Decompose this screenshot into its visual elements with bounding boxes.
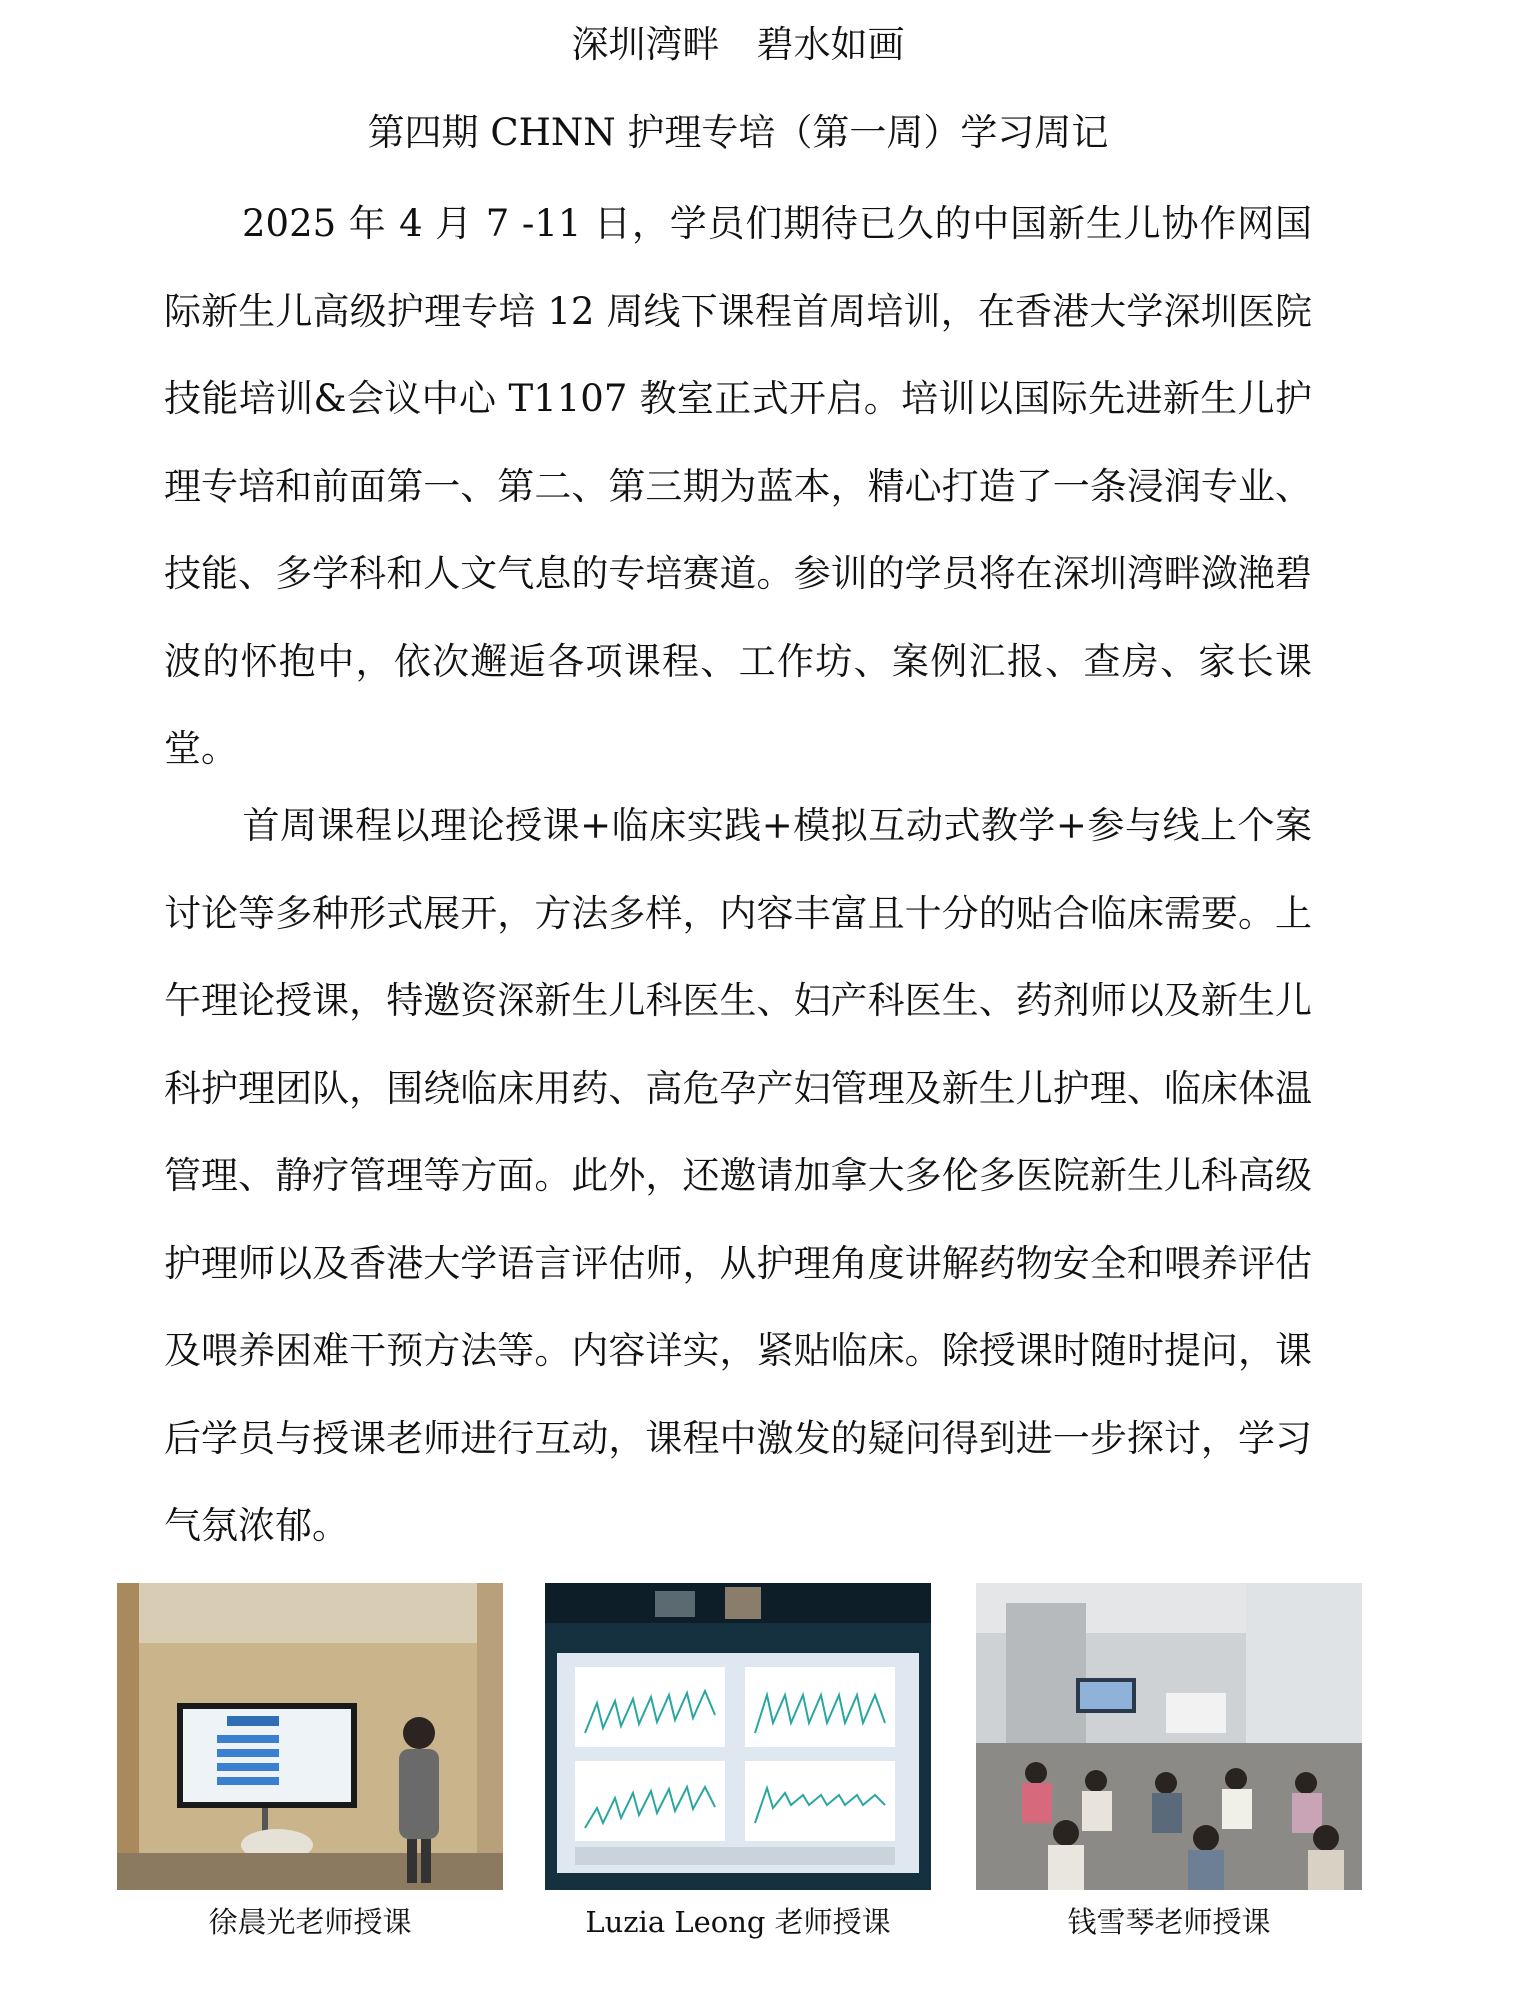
photo-lecturer-2	[545, 1583, 931, 1890]
body-paragraph-1-text: 2025 年 4 月 7 -11 日，学员们期待已久的中国新生儿协作网国际新生儿高级护理专培 12 周线下课程首周培训，在香港大学深圳医院技能培训&会议中心 T1107 教室正式开启。培训以国际先进新生儿护理专培和前面第一、第二、第三期为蓝本，精心打造了一条浸润专业、技能、多学科和人文气息的专培赛道。参训的学员将在深圳湾畔潋滟碧波的怀抱中，依次邂逅各项课程、工作坊、案例汇报、查房、家长课堂。	[164, 202, 1312, 770]
body-paragraph-2-text: 首周课程以理论授课+临床实践+模拟互动式教学+参与线上个案讨论等多种形式展开，方法多样，内容丰富且十分的贴合临床需要。上午理论授课，特邀资深新生儿科医生、妇产科医生、药剂师以及新生儿科护理团队，围绕临床用药、高危孕产妇管理及新生儿护理、临床体温管理、静疗管理等方面。此外，还邀请加拿大多伦多医院新生儿科高级护理师以及香港大学语言评估师，从护理角度讲解药物安全和喂养评估及喂养困难干预方法等。内容详实，紧贴临床。除授课时随时提问，课后学员与授课老师进行互动，课程中激发的疑问得到进一步探讨，学习气氛浓郁。	[164, 804, 1312, 1547]
classroom-photo	[976, 1583, 1362, 1890]
photo-lecturer-3	[976, 1583, 1362, 1890]
body-paragraph-1	[164, 180, 1312, 793]
document-subtitle: 第四期 CHNN 护理专培（第一周）学习周记	[367, 111, 1109, 154]
photo-caption-2: Luzia Leong 老师授课	[585, 1905, 891, 1939]
lecture-room-photo	[117, 1583, 503, 1890]
body-paragraph-2	[164, 782, 1312, 1570]
photo-caption-1: 徐晨光老师授课	[208, 1905, 412, 1939]
document-title: 深圳湾畔 碧水如画	[571, 23, 905, 66]
online-lecture-photo	[545, 1583, 931, 1890]
photo-lecturer-1	[117, 1583, 503, 1890]
photo-caption-3: 钱雪琴老师授课	[1067, 1905, 1271, 1939]
